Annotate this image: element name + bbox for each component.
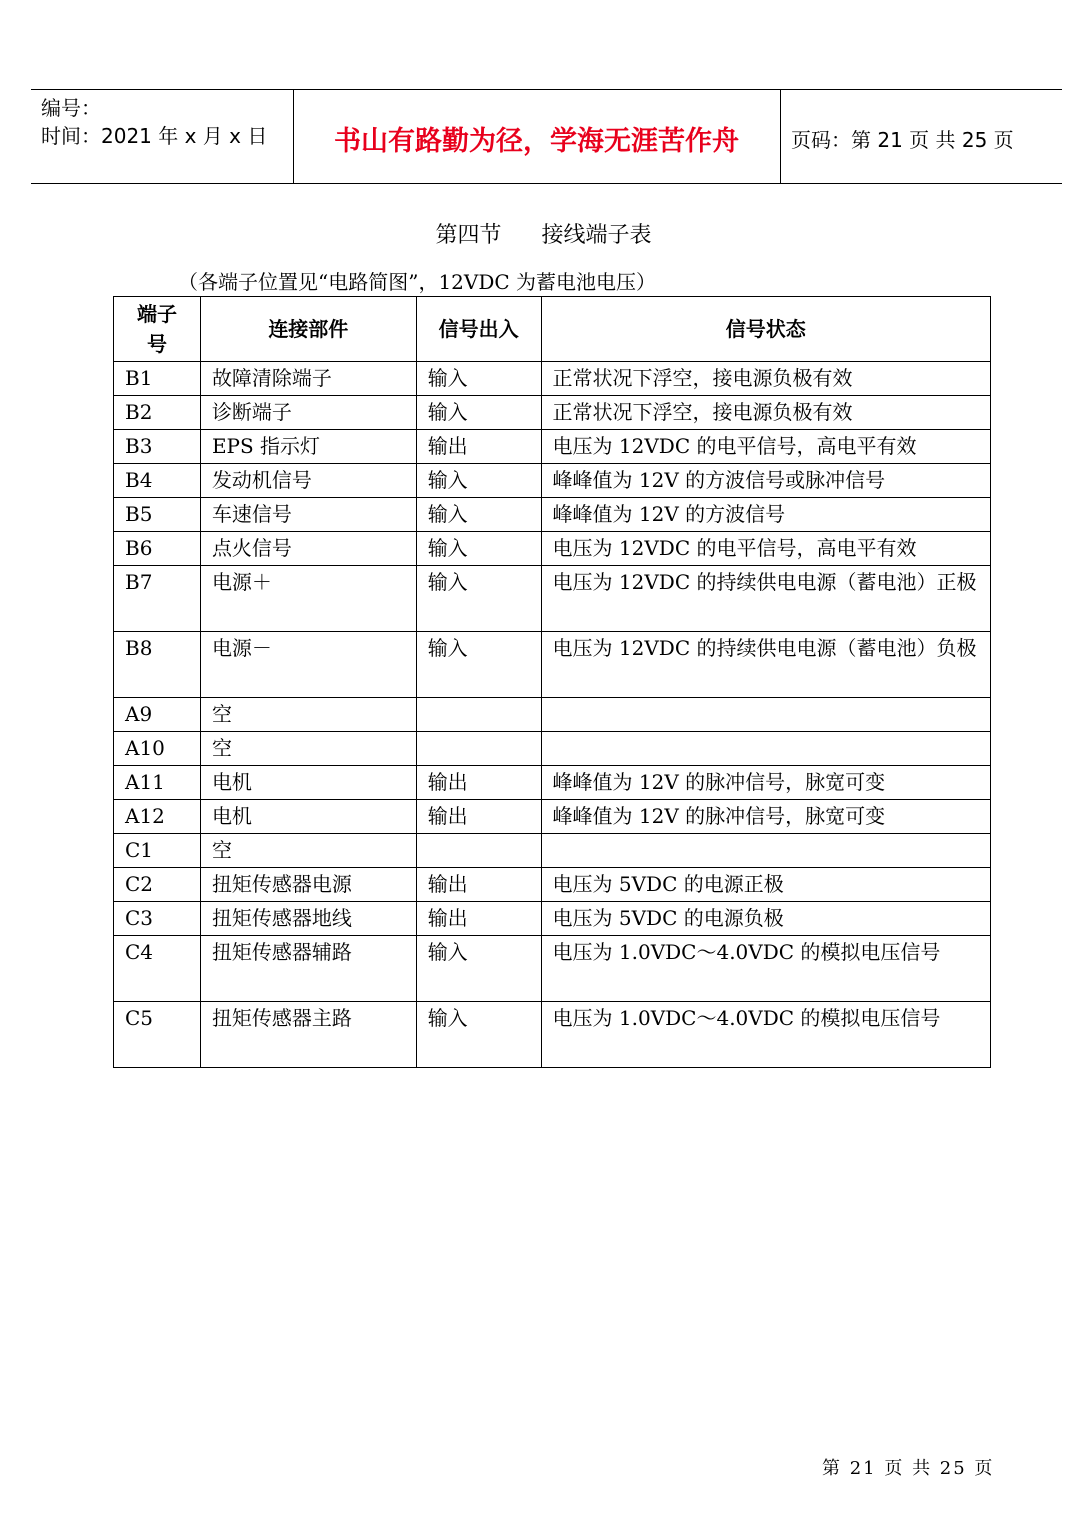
terminal-id-cell: B2 (114, 396, 201, 430)
column-header-part: 连接部件 (200, 297, 416, 362)
signal-io-cell: 输出 (416, 868, 541, 902)
document-number-label: 编号： (41, 96, 101, 120)
section-note: （各端子位置见“电路简图”，12VDC 为蓄电池电压） (178, 270, 657, 294)
signal-io-cell: 输入 (416, 532, 541, 566)
connected-part-cell: 扭矩传感器地线 (200, 902, 416, 936)
signal-io-cell (416, 834, 541, 868)
terminal-id-cell: B8 (114, 632, 201, 698)
terminal-id-cell: C5 (114, 1002, 201, 1068)
table-row (114, 936, 991, 1002)
connected-part-cell: 诊断端子 (200, 396, 416, 430)
column-header-terminal: 端子号 (114, 297, 201, 362)
table-row (114, 766, 991, 800)
table-header-row (114, 297, 991, 362)
section-heading: 第四节 (435, 223, 502, 248)
table-row (114, 868, 991, 902)
terminal-id-cell: B1 (114, 362, 201, 396)
table-row (114, 902, 991, 936)
connected-part-cell: 空 (200, 698, 416, 732)
section-name: 接线端子表 (541, 223, 652, 248)
signal-io-cell: 输入 (416, 936, 541, 1002)
signal-io-cell: 输出 (416, 766, 541, 800)
signal-io-cell: 输出 (416, 902, 541, 936)
signal-state-cell: 正常状况下浮空，接电源负极有效 (541, 362, 990, 396)
table-row (114, 834, 991, 868)
table-row (114, 430, 991, 464)
terminal-id-cell: B5 (114, 498, 201, 532)
terminal-id-cell: B3 (114, 430, 201, 464)
signal-state-cell (541, 698, 990, 732)
terminal-id-cell: B4 (114, 464, 201, 498)
connected-part-cell: 电源－ (200, 632, 416, 698)
terminal-id-cell: C3 (114, 902, 201, 936)
signal-io-cell: 输入 (416, 362, 541, 396)
signal-io-cell: 输入 (416, 1002, 541, 1068)
signal-state-cell: 峰峰值为 12V 的方波信号或脉冲信号 (541, 464, 990, 498)
connected-part-cell: 电机 (200, 766, 416, 800)
connected-part-cell: 扭矩传感器主路 (200, 1002, 416, 1068)
signal-io-cell: 输入 (416, 464, 541, 498)
terminal-id-cell: B6 (114, 532, 201, 566)
terminal-id-cell: A12 (114, 800, 201, 834)
terminal-id-cell: C1 (114, 834, 201, 868)
table-row (114, 800, 991, 834)
header-page-info: 页码：第 21 页 共 25 页 (791, 128, 1014, 152)
connected-part-cell: 电机 (200, 800, 416, 834)
signal-state-cell: 峰峰值为 12V 的脉冲信号，脉宽可变 (541, 766, 990, 800)
signal-state-cell: 电压为 5VDC 的电源正极 (541, 868, 990, 902)
connected-part-cell: 扭矩传感器电源 (200, 868, 416, 902)
signal-state-cell (541, 834, 990, 868)
signal-state-cell: 电压为 12VDC 的持续供电电源（蓄电池）负极 (541, 632, 990, 698)
signal-io-cell: 输入 (416, 632, 541, 698)
table-row (114, 1002, 991, 1068)
connected-part-cell: 电源＋ (200, 566, 416, 632)
signal-io-cell (416, 698, 541, 732)
signal-io-cell (416, 732, 541, 766)
header-motto: 书山有路勤为径，学海无涯苦作舟 (334, 126, 739, 157)
terminal-id-cell: C2 (114, 868, 201, 902)
table-row (114, 732, 991, 766)
signal-state-cell: 电压为 1.0VDC～4.0VDC 的模拟电压信号 (541, 1002, 990, 1068)
terminal-id-cell: A10 (114, 732, 201, 766)
connected-part-cell: 扭矩传感器辅路 (200, 936, 416, 1002)
document-time-label: 时间：2021 年 x 月 x 日 (41, 124, 268, 148)
table-row (114, 698, 991, 732)
terminal-id-cell: B7 (114, 566, 201, 632)
signal-state-cell: 电压为 12VDC 的电平信号，高电平有效 (541, 430, 990, 464)
page-footer: 第 21 页 共 25 页 (822, 1458, 995, 1479)
terminal-id-cell: A11 (114, 766, 201, 800)
connected-part-cell: 车速信号 (200, 498, 416, 532)
signal-io-cell: 输入 (416, 396, 541, 430)
signal-state-cell: 电压为 5VDC 的电源负极 (541, 902, 990, 936)
signal-state-cell: 电压为 12VDC 的持续供电电源（蓄电池）正极 (541, 566, 990, 632)
signal-io-cell: 输出 (416, 800, 541, 834)
table-row (114, 566, 991, 632)
column-header-io: 信号出入 (416, 297, 541, 362)
signal-state-cell: 峰峰值为 12V 的脉冲信号，脉宽可变 (541, 800, 990, 834)
connected-part-cell: 故障清除端子 (200, 362, 416, 396)
signal-io-cell: 输入 (416, 566, 541, 632)
column-header-state: 信号状态 (541, 297, 990, 362)
connected-part-cell: 空 (200, 834, 416, 868)
table-row (114, 362, 991, 396)
signal-state-cell: 电压为 1.0VDC～4.0VDC 的模拟电压信号 (541, 936, 990, 1002)
header-divider (780, 90, 781, 183)
connected-part-cell: 空 (200, 732, 416, 766)
signal-state-cell: 正常状况下浮空，接电源负极有效 (541, 396, 990, 430)
connected-part-cell: 发动机信号 (200, 464, 416, 498)
table-row (114, 464, 991, 498)
table-row (114, 498, 991, 532)
terminal-id-cell: C4 (114, 936, 201, 1002)
terminal-id-cell: A9 (114, 698, 201, 732)
signal-io-cell: 输出 (416, 430, 541, 464)
connected-part-cell: 点火信号 (200, 532, 416, 566)
signal-state-cell: 峰峰值为 12V 的方波信号 (541, 498, 990, 532)
table-row (114, 632, 991, 698)
table-row (114, 532, 991, 566)
connected-part-cell: EPS 指示灯 (200, 430, 416, 464)
signal-state-cell: 电压为 12VDC 的电平信号，高电平有效 (541, 532, 990, 566)
terminal-table (113, 296, 991, 1068)
signal-io-cell: 输入 (416, 498, 541, 532)
page-header (31, 89, 1062, 184)
table-row (114, 396, 991, 430)
header-meta (41, 94, 267, 150)
section-title (0, 218, 1087, 249)
signal-state-cell (541, 732, 990, 766)
